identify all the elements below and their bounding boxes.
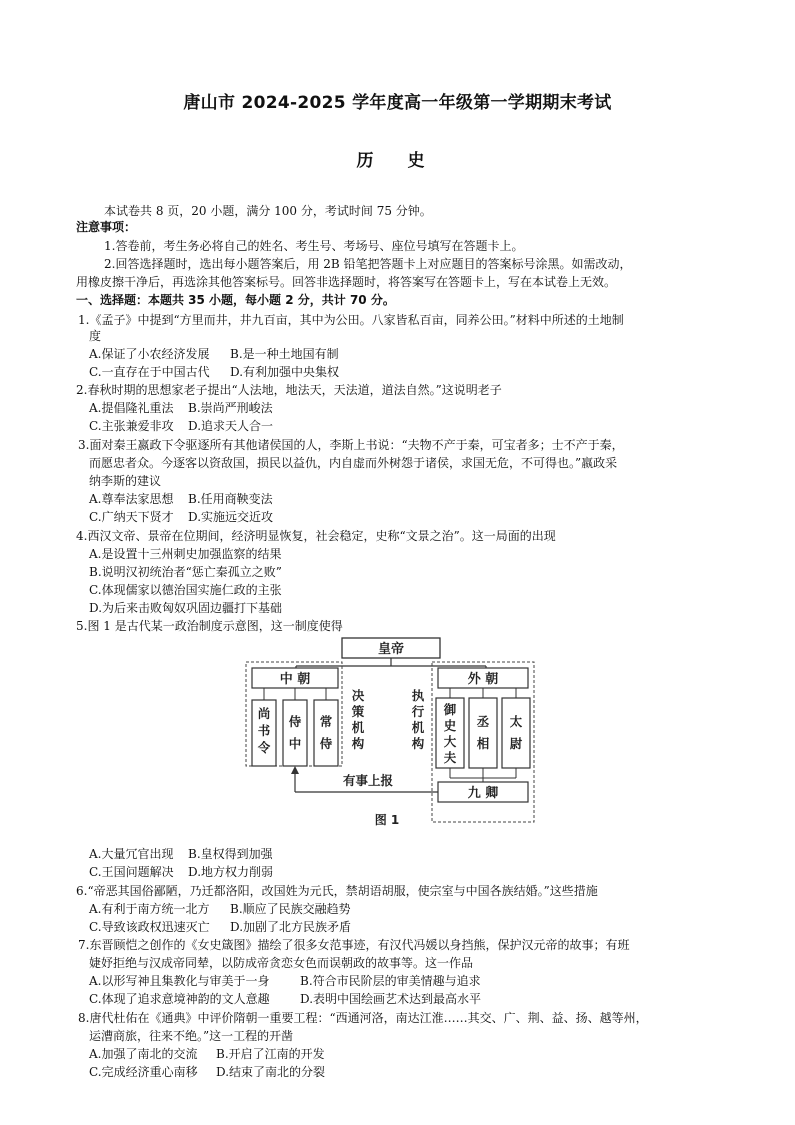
question-3-stem: 3.面对秦王嬴政下令驱逐所有其他诸侯国的人，李斯上书说：“夫物不产于秦，可宝者多；士不产于秦， — [78, 438, 624, 452]
intro-text: 本试卷共 8 页，20 小题，满分 100 分，考试时间 75 分钟。 — [104, 204, 432, 218]
question-3-stem-cont-1: 而愿忠者众。今逐客以资敌国，损民以益仇，内自虚而外树怨于诸侯，求国无危，不可得也。”嬴政采 — [89, 456, 618, 470]
q1-option-d: D.有利加强中央集权 — [230, 365, 340, 379]
q5-option-c: C.王国问题解决 — [89, 865, 174, 879]
q6-option-a: A.有利于南方统一北方 — [89, 902, 210, 916]
emperor-label: 皇帝 — [377, 642, 405, 657]
question-4-stem: 4.西汉文帝、景帝在位期间，经济明显恢复，社会稳定，史称“文景之治”。这一局面的出现 — [76, 529, 556, 543]
question-2-stem: 2.春秋时期的思想家老子提出“人法地，地法天，天法道，道法自然。”这说明老子 — [76, 383, 502, 397]
changshi-box — [314, 700, 338, 766]
svg-text:尚书令: 尚书令 — [257, 706, 271, 755]
taiwei-box — [502, 698, 530, 768]
q8-option-d: D.结束了南北的分裂 — [216, 1065, 326, 1079]
outer-court-label: 外 朝 — [467, 672, 499, 687]
svg-text:常侍: 常侍 — [319, 714, 333, 751]
q7-option-d: D.表明中国绘画艺术达到最高水平 — [300, 992, 482, 1006]
q3-option-d: D.实施远交近攻 — [188, 510, 274, 524]
q6-option-c: C.导致该政权迅速灭亡 — [89, 920, 210, 934]
exec-org-label: 执行机构 — [411, 688, 425, 751]
q4-option-a: A.是设置十三州刺史加强监察的结果 — [89, 547, 282, 561]
decision-org-label: 决策机构 — [351, 688, 365, 751]
question-5-stem: 5.图 1 是古代某一政治制度示意图，这一制度使得 — [76, 619, 343, 633]
q2-option-a: A.提倡隆礼重法 — [89, 401, 174, 415]
q2-option-b: B.崇尚严刑峻法 — [188, 401, 273, 415]
figure-caption: 图 1 — [374, 813, 400, 827]
q3-option-a: A.尊奉法家思想 — [89, 492, 174, 506]
svg-text:太尉: 太尉 — [509, 714, 523, 751]
q7-option-a: A.以形写神且集教化与审美于一身 — [89, 974, 270, 988]
question-1-stem: 1.《孟子》中提到“方里而井，井九百亩，其中为公田。八家皆私百亩，同养公田。”材料中所述的土地制 — [78, 313, 624, 327]
figure-1-diagram — [240, 634, 540, 830]
question-8-stem: 8.唐代杜佑在《通典》中评价隋朝一重要工程：“西通河洛，南达江淮……其交、广、荆、益、扬、越等州， — [78, 1011, 648, 1025]
q4-option-b: B.说明汉初统治者“惩亡秦孤立之败” — [89, 565, 282, 579]
q8-option-b: B.开启了江南的开发 — [216, 1047, 325, 1061]
q7-option-b: B.符合市民阶层的审美情趣与追求 — [300, 974, 481, 988]
q3-option-b: B.任用商鞅变法 — [188, 492, 273, 506]
q2-option-c: C.主张兼爱非攻 — [89, 419, 174, 433]
exam-subject: 历 史 — [356, 151, 439, 171]
q4-option-d: D.为后来击败匈奴巩固边疆打下基础 — [89, 601, 283, 615]
shizhong-box — [283, 700, 307, 766]
q6-option-d: D.加剧了北方民族矛盾 — [230, 920, 352, 934]
question-6-stem: 6.“帝恶其国俗鄙陋，乃迁都洛阳，改国姓为元氏，禁胡语胡服，使宗室与中国各族结婚。”这些措施 — [76, 884, 598, 898]
notice-item-2: 2.回答选择题时，选出每小题答案后，用 2B 铅笔把答题卡上对应题目的答案标号涂黑。如需改动， — [104, 257, 632, 271]
notice-item-2-cont: 用橡皮擦干净后，再选涂其他答案标号。回答非选择题时，将答案写在答题卡上，写在本试卷上无效。 — [76, 275, 617, 289]
question-7-stem: 7.东晋顾恺之创作的《女史箴图》描绘了很多女范事迹，有汉代冯媛以身挡熊，保护汉元帝的故事；有班 — [78, 938, 630, 952]
q5-option-b: B.皇权得到加强 — [188, 847, 273, 861]
question-8-stem-cont: 运漕商旅，往来不绝。”这一工程的开凿 — [89, 1029, 294, 1043]
section-heading: 一、选择题：本题共 35 小题，每小题 2 分，共计 70 分。 — [76, 293, 395, 307]
q2-option-d: D.追求天人合一 — [188, 419, 274, 433]
jiuqing-label: 九 卿 — [467, 786, 499, 801]
q4-option-c: C.体现儒家以德治国实施仁政的主张 — [89, 583, 282, 597]
notice-heading: 注意事项： — [76, 220, 137, 234]
q5-option-d: D.地方权力削弱 — [188, 865, 274, 879]
inner-court-label: 中 朝 — [279, 672, 311, 687]
question-1-stem-cont: 度 — [89, 329, 102, 343]
question-3-stem-cont-2: 纳李斯的建议 — [89, 474, 162, 488]
question-7-stem-cont: 婕妤拒绝与汉成帝同辇，以防成帝贪恋女色而误朝政的故事等。这一作品 — [89, 956, 474, 970]
q1-option-c: C.一直存在于中国古代 — [89, 365, 210, 379]
q1-option-a: A.保证了小农经济发展 — [89, 347, 210, 361]
q7-option-c: C.体现了追求意境神韵的文人意趣 — [89, 992, 270, 1006]
q8-option-c: C.完成经济重心南移 — [89, 1065, 198, 1079]
notice-item-1: 1.答卷前，考生务必将自己的姓名、考生号、考场号、座位号填写在答题卡上。 — [104, 239, 524, 253]
q3-option-c: C.广纳天下贤才 — [89, 510, 174, 524]
exam-title: 唐山市 2024-2025 学年度高一年级第一学期期末考试 — [183, 93, 612, 113]
svg-text:御史大夫: 御史大夫 — [443, 702, 457, 765]
q6-option-b: B.顺应了民族交融趋势 — [230, 902, 351, 916]
q1-option-b: B.是一种土地国有制 — [230, 347, 339, 361]
chengxiang-box — [469, 698, 497, 768]
report-label: 有事上报 — [342, 773, 394, 788]
q5-option-a: A.大量冗官出现 — [89, 847, 174, 861]
q8-option-a: A.加强了南北的交流 — [89, 1047, 198, 1061]
svg-text:丞相: 丞相 — [476, 714, 490, 751]
svg-text:侍中: 侍中 — [288, 714, 302, 751]
